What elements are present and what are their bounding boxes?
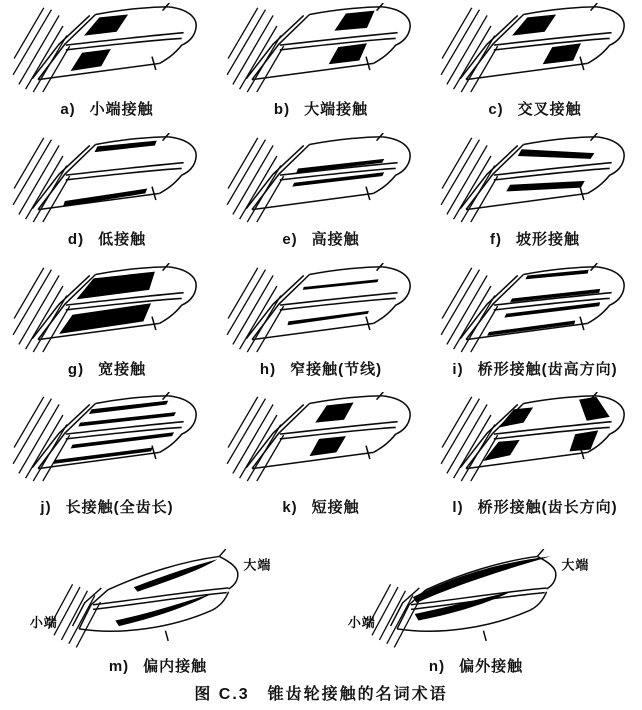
tooth-outline: [96, 7, 169, 15]
gear-tooth-drawing-d: [11, 133, 203, 224]
figure-n: [328, 546, 624, 676]
contact-patch: [512, 14, 556, 35]
hatch-line: [441, 140, 479, 205]
hatch-line: [228, 138, 258, 189]
contact-patch: [525, 270, 588, 280]
contact-patch: [315, 403, 353, 423]
tooth-outline: [310, 396, 383, 404]
figure-m-caption: [109, 655, 207, 676]
contact-patch: [518, 149, 595, 159]
tooth-outline: [397, 610, 530, 631]
tooth-outline: [252, 63, 374, 79]
hatch-line: [454, 415, 491, 478]
contact-patch: [292, 172, 384, 186]
contact-patch: [63, 189, 147, 207]
figure-b: [214, 0, 428, 130]
figure-k: [214, 389, 428, 539]
hatch-line: [227, 270, 265, 335]
figure-k-caption: [282, 496, 359, 517]
tooth-outline: [96, 267, 169, 275]
figure-i-caption: [452, 358, 617, 379]
figure-m: [10, 546, 306, 676]
gear-tooth-drawing-m: [18, 549, 298, 653]
figure-l: [428, 389, 642, 539]
tooth-outline: [466, 193, 588, 209]
hatch-line: [26, 415, 63, 478]
curved-figures-row: [0, 546, 642, 678]
figure-c-label: c): [488, 101, 504, 118]
hatch-line: [228, 8, 258, 59]
figure-c-caption: [488, 98, 581, 119]
figure-m-title: 偏内接触: [143, 658, 208, 675]
tooth-outline: [537, 556, 556, 589]
figure-h-title: 窄接触(节线): [290, 361, 383, 378]
contact-patch: [71, 49, 111, 71]
hatch-line: [13, 140, 51, 205]
contact-patch: [71, 432, 174, 448]
figure-l-title: 桥形接触(齿长方向): [477, 499, 618, 516]
figure-g: [0, 260, 214, 389]
figure-i: [428, 260, 642, 389]
gear-tooth-drawing-n: [336, 549, 616, 653]
tooth-outline: [537, 549, 544, 556]
large-end-label: 大端: [243, 557, 272, 573]
hatch-line: [14, 268, 44, 319]
figure-j-title: 长接触(全齿长): [65, 499, 174, 516]
hatch-line: [13, 399, 51, 464]
figure-g-title: 宽接触: [98, 361, 147, 378]
figure-n-title: 偏外接触: [459, 658, 524, 675]
tooth-outline: [165, 631, 168, 641]
tooth-outline: [219, 549, 226, 556]
contact-patch: [84, 14, 128, 35]
contact-patch: [134, 559, 218, 592]
hatch-line: [454, 26, 491, 89]
gear-tooth-drawing-e: [225, 133, 417, 224]
figure-f-caption: [490, 228, 580, 249]
hatch-line: [13, 270, 51, 335]
contact-patch: [115, 594, 212, 627]
figure-g-caption: [68, 358, 146, 379]
figure-l-caption: [452, 496, 617, 517]
hatch-line: [26, 26, 63, 89]
figure-e: [214, 130, 428, 260]
hatch-line: [227, 140, 265, 205]
figure-h-label: h): [259, 361, 277, 378]
figure-b-title: 大端接触: [304, 101, 369, 118]
figure-h-caption: [260, 358, 382, 379]
hatch-line: [240, 26, 277, 89]
hatch-line: [240, 286, 277, 349]
figure-d: [0, 130, 214, 260]
tooth-outline: [66, 427, 182, 438]
figure-d-label: d): [67, 231, 85, 248]
hatch-line: [454, 156, 491, 219]
figure-e-label: e): [282, 231, 298, 248]
hatch-line: [454, 286, 491, 349]
hatch-line: [441, 399, 479, 464]
hatch-line: [442, 8, 472, 59]
figure-k-title: 短接触: [311, 499, 360, 516]
tooth-outline: [310, 267, 383, 275]
tooth-outline: [38, 193, 160, 209]
tooth-outline: [108, 556, 219, 589]
figure-c-title: 交叉接触: [517, 101, 582, 118]
contact-patch: [506, 181, 585, 192]
figure-j: [0, 389, 214, 539]
tooth-outline: [66, 38, 182, 49]
figure-b-caption: [274, 98, 368, 119]
figure-b-label: b): [273, 101, 291, 118]
gear-tooth-drawing-l: [439, 392, 631, 483]
tooth-outline: [66, 168, 182, 179]
tooth-outline: [524, 137, 597, 145]
figure-l-label: l): [452, 499, 464, 516]
gear-tooth-drawing-g: [11, 263, 203, 354]
hatch-line: [14, 138, 44, 189]
contact-patch: [334, 11, 374, 31]
hatch-line: [227, 399, 265, 464]
figure-c: [428, 0, 642, 130]
figure-e-caption: [282, 228, 359, 249]
figure-j-caption: [40, 496, 173, 517]
figure-i-label: i): [452, 361, 464, 378]
hatch-line: [227, 10, 265, 75]
tooth-outline: [252, 323, 374, 339]
gear-tooth-drawing-j: [11, 392, 203, 483]
hatch-line: [228, 268, 258, 319]
gear-tooth-drawing-k: [225, 392, 417, 483]
contact-patch: [303, 279, 379, 290]
contact-patch: [487, 320, 575, 335]
small-end-label: 小端: [347, 615, 376, 630]
tooth-outline: [280, 298, 396, 309]
figure-a: [0, 0, 214, 130]
gear-tooth-drawing-a: [11, 3, 203, 94]
hatch-line: [228, 397, 258, 448]
hatch-line: [26, 156, 63, 219]
contact-patch: [59, 303, 151, 334]
contact-patch: [543, 43, 581, 64]
gear-tooth-drawing-b: [225, 3, 417, 94]
gear-tooth-drawing-f: [439, 133, 631, 224]
tooth-outline: [494, 168, 610, 179]
tooth-outline: [466, 63, 588, 79]
figure-e-title: 高接触: [311, 231, 360, 248]
figure-a-label: a): [60, 101, 76, 118]
hatch-line: [441, 270, 479, 335]
tooth-outline: [524, 7, 597, 15]
figure-f-label: f): [489, 231, 502, 248]
hatch-line: [442, 138, 472, 189]
figure-j-label: j): [40, 499, 52, 516]
figure-h: [214, 260, 428, 389]
tooth-outline: [93, 588, 229, 605]
hatch-line: [13, 10, 51, 75]
figure-m-label: m): [108, 658, 130, 675]
figure-a-caption: [60, 98, 153, 119]
figure-d-title: 低接触: [98, 231, 147, 248]
contact-patch: [579, 397, 610, 421]
hatch-line: [442, 397, 472, 448]
hatch-line: [441, 10, 479, 75]
contact-patch: [310, 436, 346, 456]
figure-a-title: 小端接触: [89, 101, 154, 118]
hatch-line: [14, 8, 44, 59]
hatch-line: [240, 415, 277, 478]
figure-d-caption: [68, 228, 146, 249]
contact-patch: [329, 43, 367, 64]
figure-g-label: g): [67, 361, 85, 378]
tooth-outline: [483, 631, 486, 641]
tooth-outline: [219, 556, 238, 589]
figure-f: [428, 130, 642, 260]
figure-n-label: n): [428, 658, 446, 675]
tooth-outline: [310, 137, 383, 145]
figure-n-caption: [429, 655, 523, 676]
figure-k-label: k): [282, 499, 298, 516]
tooth-outline: [466, 323, 588, 339]
contact-patch: [287, 311, 368, 325]
figure-caption: 图 C.3 锥齿轮接触的名词术语: [194, 686, 448, 703]
figure-f-title: 坡形接触: [515, 231, 580, 248]
small-end-label: 小端: [29, 615, 58, 630]
tooth-outline: [252, 193, 374, 209]
contact-patch: [76, 272, 155, 300]
figure-i-title: 桥形接触(齿高方向): [477, 361, 618, 378]
hatch-line: [442, 268, 472, 319]
gear-tooth-drawing-i: [439, 263, 631, 354]
gear-tooth-drawing-c: [439, 3, 631, 94]
hatch-line: [240, 156, 277, 219]
hatch-line: [14, 397, 44, 448]
contact-patch: [504, 302, 600, 317]
large-end-label: 大端: [561, 557, 590, 573]
gear-tooth-drawing-h: [225, 263, 417, 354]
hatch-line: [26, 286, 63, 349]
